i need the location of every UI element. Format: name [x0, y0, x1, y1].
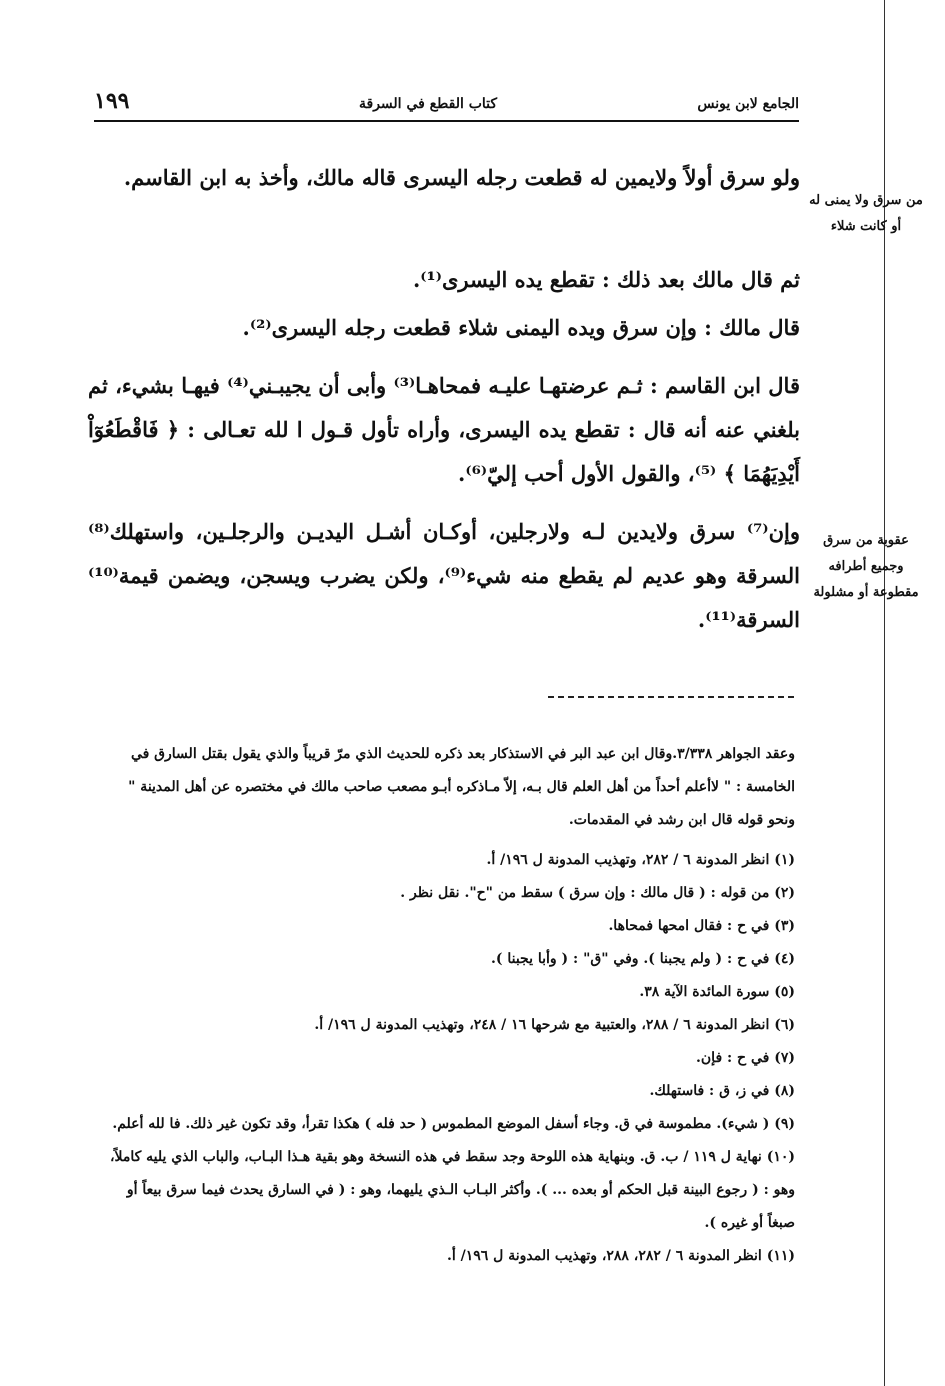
- footnote: (٨) في ز، ق : فاستهلك.: [649, 1083, 795, 1099]
- running-head-book: الجامع لابن يونس: [697, 96, 799, 112]
- paragraph: ثم قال مالك بعد ذلك : تقطع يده اليسرى⁽¹⁾.: [412, 267, 800, 292]
- footnote: (١) انظر المدونة ٦ / ٢٨٢، وتهذيب المدونة ل ١٩٦/ أ.: [486, 852, 795, 868]
- page-header: [94, 88, 799, 120]
- paragraph: وإن⁽⁷⁾ سرق ولايدين لـه ولارجلين، أوكـان أشـل اليديـن والرجلـين، واستهلك⁽⁸⁾ السرقة وهو عديم لم يقطع منه شيء⁽⁹⁾، ولكن يضرب ويسجن، ويضمن قيمة⁽¹⁰⁾ السرقة⁽¹¹⁾.: [88, 519, 800, 632]
- footnote: (٤) في ح : ( ولم يجبنا ). وفي "ق" : ( وأبا يجبنا ).: [490, 951, 795, 967]
- footnote: (٥) سورة المائدة الآية ٣٨.: [639, 984, 795, 1000]
- footnote: (٦) انظر المدونة ٦ / ٢٨٨، والعتبية مع شرحها ١٦ / ٢٤٨، وتهذيب المدونة ل ١٩٦/ أ.: [314, 1017, 795, 1033]
- paragraph: ولو سرق أولاً ولايمين له قطعت رجله اليسرى قاله مالك، وأخذ به ابن القاسم.: [123, 165, 800, 190]
- footnote: (٧) في ح : فإن.: [696, 1050, 795, 1066]
- paragraph: قال مالك : وإن سرق ويده اليمنى شلاء قطعت رجله اليسرى⁽²⁾.: [242, 315, 800, 340]
- footnote: (٩) ( شيء). مطموسة في ق. وجاء أسفل الموضع المطموس ( حد فله ) هكذا تقرأ، وقد تكون غير ذلك. فا لله أعلم.: [112, 1116, 795, 1132]
- footnote: (٢) من قوله : ( قال مالك : وإن سرق ) سقط من "ح". نقل نظر .: [400, 885, 795, 901]
- margin-note: عقوبة من سرق وجميع أطرافه مقطوعة أو مشلولة: [813, 533, 919, 600]
- footnote: (٣) في ح : فقال امحها فمحاها.: [608, 918, 795, 934]
- margin-note: من سرق ولا يمنى له أو كانت شلاء: [809, 193, 923, 234]
- running-head-chapter: كتاب القطع في السرقة: [359, 96, 498, 112]
- header-rule: [94, 120, 799, 122]
- footnote-separator: [548, 696, 794, 698]
- footnote-continuation: وعقد الجواهر ٣/٣٣٨.وقال ابن عبد البر في الاستذكار بعد ذكره للحديث الذي مرّ قريباً والذي يقول بقتل السارق في الخامسة : " لاأعلم أحداً من أهل العلم قال بـه، إلاّ مـاذكره أبـو مصعب صاحب مالك في مختصره عن أهل المدينة " ونحو قوله قال ابن رشد في المقدمات.: [128, 746, 795, 828]
- paragraph: قال ابن القاسم : ثـم عرضتهـا عليـه فمحاهـا⁽³⁾ وأبى أن يجيبـني⁽⁴⁾ فيهـا بشيء، ثم بلغني عنه أنه قال : تقطع يده اليسرى، وأراه تأول قـول ا لله تعـالى : ﴿ فَاقْطَعُوٓاْ أَيْدِيَهُمَا ﴾ ⁽⁵⁾، والقول الأول أحب إليّ⁽⁶⁾.: [88, 373, 800, 486]
- page-number: ١٩٩: [94, 88, 130, 114]
- footnote: (١٠) نهاية ل ١١٩ / ب. ق. وبنهاية هذه اللوحة وجد سقط في هذه النسخة وهو بقية هـذا البـاب، والباب الذي يليه كاملاً، وهو : ( رجوع البينة قبل الحكم أو بعده ... ). وأكثر البـاب الـذي يليهما، وهو : ( في السارق يحدث فيما سرق بيعاً أو صبغاً أو غيره ).: [109, 1149, 795, 1231]
- footnote-list: [100, 844, 795, 1273]
- footnote: (١١) انظر المدونة ٦ / ٢٨٢، ٢٨٨، وتهذيب المدونة ل ١٩٦/ أ.: [446, 1248, 795, 1264]
